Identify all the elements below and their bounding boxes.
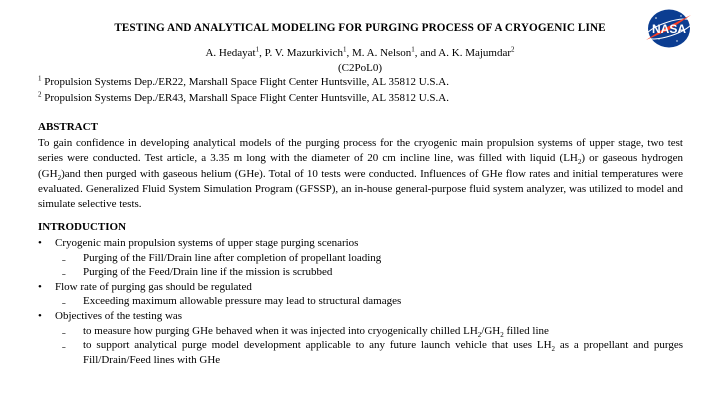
dash-icon: ˍ [62,337,66,350]
dash-icon: ˍ [62,293,66,306]
list-subitem: ˍ Purging of the Fill/Drain line after completion of propellant loading [62,249,382,264]
paper-code: (C2PoL0) [338,62,382,74]
introduction-heading: INTRODUCTION [38,221,127,233]
introduction-list [38,236,683,367]
nasa-logo [643,6,695,51]
list-subitem: ˍ to support analytical purge model development applicable to any future launch vehicle that uses $LH_2$ as a propellant and purges Fill/Drain/Feed lines with GHe [62,337,683,366]
abstract-heading: ABSTRACT [38,121,98,133]
list-subitem: ˍ Exceeding maximum allowable pressure may lead to structural damages [62,293,402,308]
dash-icon: ˍ [62,322,66,335]
dash-icon: ˍ [62,264,66,277]
affiliation-1: $^1$ Propulsion Systems Dep./ER22, Marshall Space Flight Center Huntsville, AL 35812 U.S.A. [38,74,449,88]
list-item: • Flow rate of purging gas should be regulated [38,280,252,293]
bullet-icon: • [38,280,42,293]
affiliation-2: $^2$ Propulsion Systems Dep./ER43, Marshall Space Flight Center Huntsville, AL 35812 U.S.A. [38,90,449,104]
nasa-logo-text: NASA [651,22,687,36]
authors-line: A. Hedayat$^1$, P. V. Mazurkivich$^1$, M. A. Nelson$^1$, and A. K. Majumdar$^2$ [205,45,515,59]
paper-title: TESTING AND ANALYTICAL MODELING FOR PURGING PROCESS OF A CRYOGENIC LINE [114,22,606,34]
list-item: • Cryogenic main propulsion systems of upper stage purging scenarios [38,237,359,249]
bullet-icon: • [38,237,42,249]
bullet-icon: • [38,309,42,322]
list-subitem: ˍ Purging of the Feed/Drain line if the mission is scrubbed [62,264,333,279]
list-item: • Objectives of the testing was [38,309,183,322]
abstract-body: To gain confidence in developing analytical models of the purging process for the cryogenic main propulsion systems of upper stage, two test series were conducted. Test article, a 3.35 m long with the diameter of 20 cm incline line, was filled with liquid $(LH_2)$ or gaseous hydrogen $(GH_2)and$ then purged with gaseous helium (GHe). Total of 10 tests were conducted. Influences of GHe flow rates and initial temperatures were evaluated. Generalized Fluid System Simulation Program (GFSSP), an in-house general-purpose fluid system analyzer, was utilized to model and simulate selective tests. [38,137,683,211]
list-subitem: ˍ to measure how purging GHe behaved when it was injected into cryogenically chilled $LH_2/GH_2$ filled line [62,322,549,339]
dash-icon: ˍ [62,249,66,262]
